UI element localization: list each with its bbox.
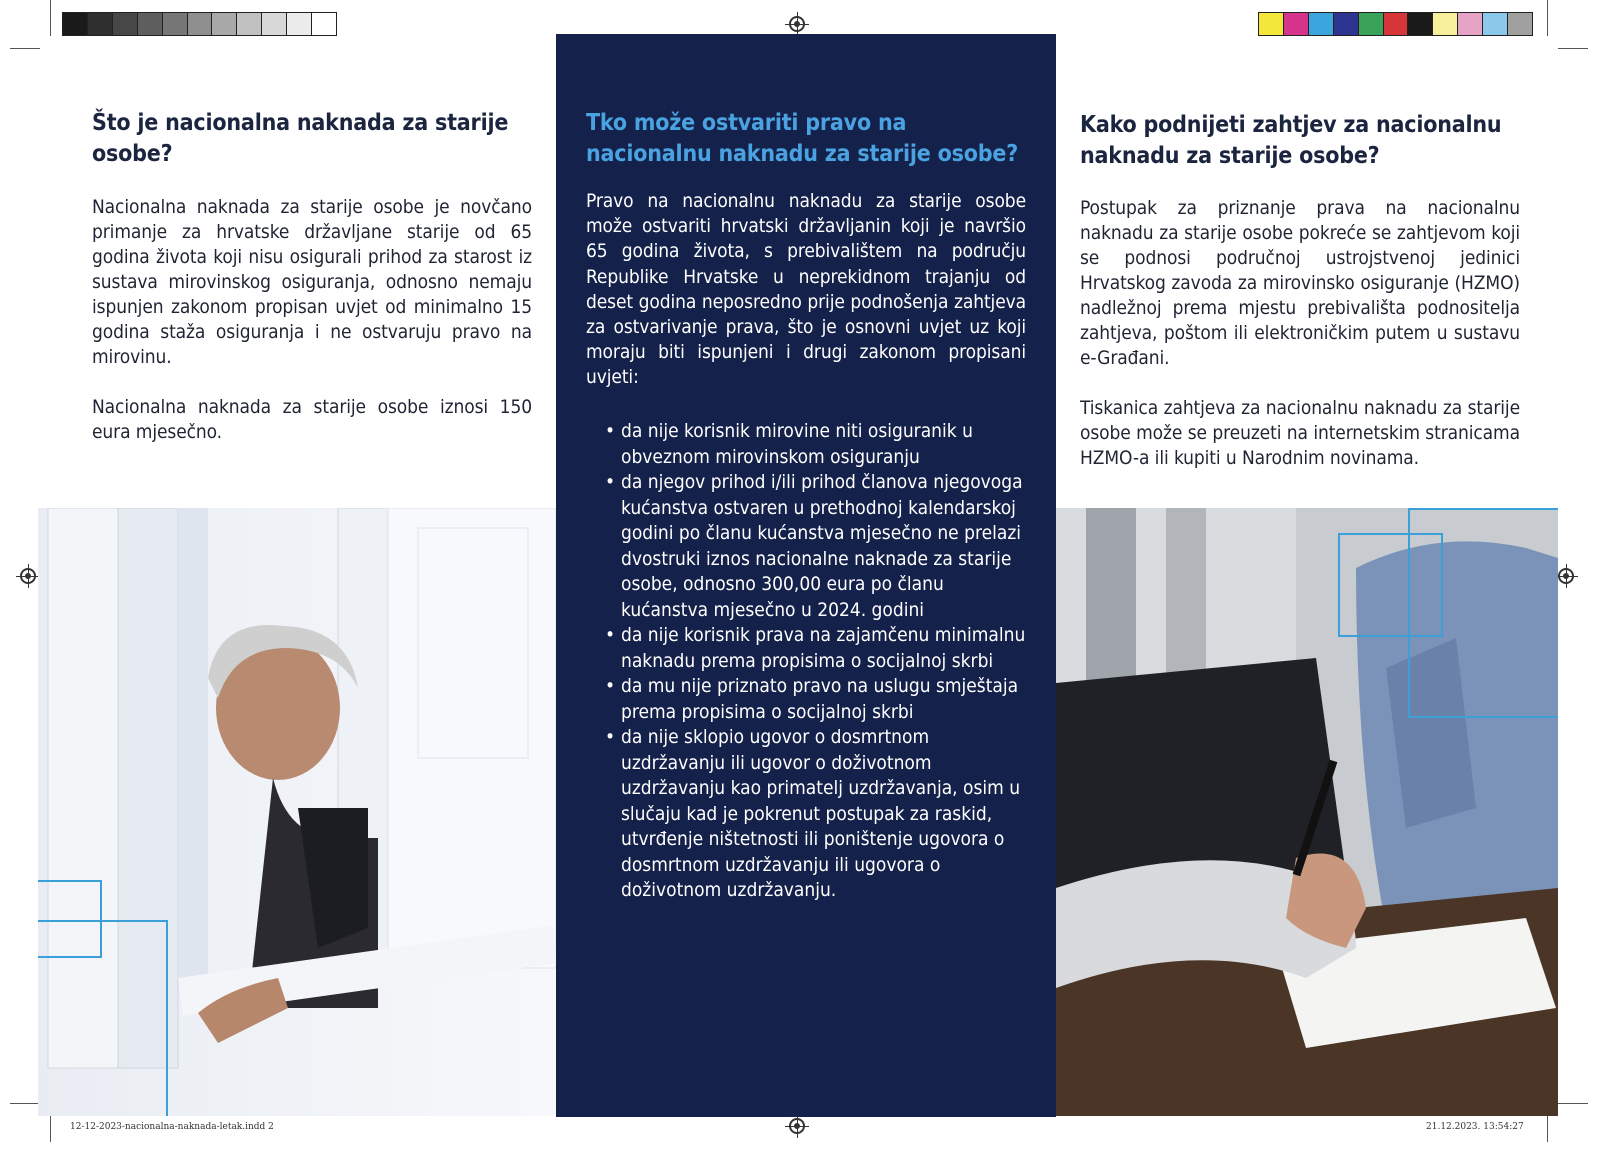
color-swatch: [1483, 13, 1508, 35]
left-heading: Što je nacionalna naknada za starije osobe?: [92, 110, 509, 167]
process-color-bar: [1258, 12, 1533, 36]
list-item: • da njegov prihod i/ili prihod članova njegovoga kućanstva ostvaren u prethodnoj kalendarskoj godini po članu kućanstva mjesečno ne prelazi dvostruki iznos nacionalne naknade za starije osobe, odnosno 300,00 eura po članu kućanstva mjesečno u 2024. godini: [605, 470, 1030, 623]
color-swatch: [163, 13, 188, 35]
elderly-woman-photo: [38, 508, 556, 1116]
color-swatch: [1359, 13, 1384, 35]
eligibility-criteria-list: [605, 419, 1030, 904]
left-paragraph-1: Nacionalna naknada za starije osobe je novčano primanje za hrvatske državljane starije od 65 godina života koji nisu osigurali prihod za starost iz sustava mirovinskog osiguranja, odnosno nemaju ispunjen zakonom propisan uvjet od minimalno 15 godina staža osiguranja i ne ostvaruju pravo na mirovinu.: [92, 196, 532, 368]
decorative-outline-box: [38, 920, 168, 1116]
right-heading: Kako podnijeti zahtjev za nacionalnu naknadu za starije osobe?: [1080, 112, 1502, 169]
crop-mark: [10, 1103, 40, 1104]
color-swatch: [1458, 13, 1483, 35]
list-item: • da nije korisnik mirovine niti osiguranik u obveznom mirovinskom osiguranju: [605, 419, 1030, 470]
right-body: [1080, 196, 1520, 496]
color-swatch: [63, 13, 88, 35]
left-body: [92, 195, 532, 470]
crop-mark: [50, 0, 51, 36]
list-item: • da nije sklopio ugovor o dosmrtnom uzdržavanju ili ugovor o doživotnom uzdržavanju kao primatelj uzdržavanja, osim u slučaju kad je pokrenut postupak za raskid, utvrđenje ništetnosti ili poništenje ugovora o dosmrtnom uzdržavanju ili ugovora o doživotnom uzdržavanju.: [605, 725, 1030, 904]
timestamp-slug: 21.12.2023. 13:54:27: [1426, 1122, 1524, 1132]
crop-mark: [1547, 1112, 1548, 1142]
color-swatch: [287, 13, 312, 35]
center-heading: Tko može ostvariti pravo na nacionalnu naknadu za starije osobe?: [586, 110, 1019, 167]
color-swatch: [1433, 13, 1458, 35]
color-swatch: [212, 13, 237, 35]
color-swatch: [1284, 13, 1309, 35]
list-item: • da mu nije priznato pravo na uslugu smještaja prema propisima o socijalnoj skrbi: [605, 674, 1030, 725]
color-swatch: [113, 13, 138, 35]
color-swatch: [237, 13, 262, 35]
registration-mark-icon: [789, 1118, 805, 1134]
center-intro: Pravo na nacionalnu naknadu za starije osobe može ostvariti hrvatski državljanin koji je navršio 65 godina života, s prebivalištem na području Republike Hrvatske u neprekidnom trajanju od deset godina neposredno prije podnošenja zahtjeva za ostvarivanje prava, što je osnovni uvjet uz koji moraju biti ispunjeni i drugi zakonom propisani uvjeti:: [586, 190, 1026, 389]
color-swatch: [312, 13, 336, 35]
registration-mark-icon: [20, 568, 36, 584]
crop-mark: [1558, 1103, 1588, 1104]
registration-mark-icon: [789, 16, 805, 32]
crop-mark: [50, 1112, 51, 1142]
grayscale-color-bar: [62, 12, 337, 36]
color-swatch: [1384, 13, 1409, 35]
left-paragraph-2: Nacionalna naknada za starije osobe iznosi 150 eura mjesečno.: [92, 396, 532, 443]
color-swatch: [1408, 13, 1433, 35]
right-paragraph-1: Postupak za priznanje prava na nacionalnu naknadu za starije osobe pokreće se zahtjevom koji se podnosi područnoj ustrojstvenoj jedinici Hrvatskog zavoda za mirovinsko osiguranje (HZMO) nadležnoj prema mjestu prebivališta podnositelja zahtjeva, poštom ili elektroničkim putem u sustavu e-Građani.: [1080, 197, 1520, 369]
color-swatch: [188, 13, 213, 35]
right-paragraph-2: Tiskanica zahtjeva za nacionalnu naknadu za starije osobe može se preuzeti na internetskim stranicama HZMO-a ili kupiti u Narodnim novinama.: [1080, 397, 1520, 469]
color-swatch: [88, 13, 113, 35]
decorative-outline-box: [1408, 508, 1558, 718]
color-swatch: [1309, 13, 1334, 35]
color-swatch: [138, 13, 163, 35]
color-swatch: [1334, 13, 1359, 35]
signing-document-photo: [1056, 508, 1558, 1116]
crop-mark: [1558, 48, 1588, 49]
color-swatch: [1259, 13, 1284, 35]
list-item: • da nije korisnik prava na zajamčenu minimalnu naknadu prema propisima o socijalnoj skrbi: [605, 623, 1030, 674]
crop-mark: [1547, 0, 1548, 36]
file-name-slug: 12-12-2023-nacionalna-naknada-letak.indd 2: [70, 1122, 274, 1132]
crop-mark: [10, 48, 40, 49]
registration-mark-icon: [1558, 568, 1574, 584]
color-swatch: [262, 13, 287, 35]
color-swatch: [1508, 13, 1532, 35]
